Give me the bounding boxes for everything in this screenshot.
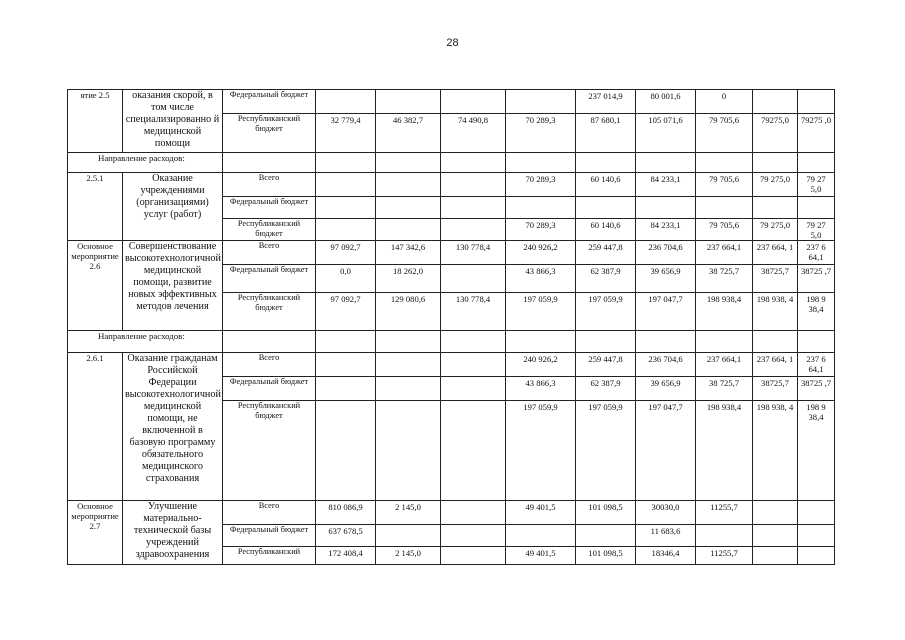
value-cell	[316, 353, 376, 377]
source-label: Федеральный бюджет	[223, 197, 316, 219]
measure-name-cell: Оказание учреждениями (организациями) услуг (работ)	[123, 173, 223, 241]
value-cell	[376, 90, 441, 114]
value-cell: 38725,7	[753, 377, 798, 401]
value-cell: 79 275,0	[753, 219, 798, 241]
value-cell	[576, 197, 636, 219]
value-cell	[316, 197, 376, 219]
value-cell: 197 059,9	[506, 293, 576, 331]
section-row	[68, 331, 835, 353]
table-row	[68, 173, 835, 197]
source-label: Республиканский бюджет	[223, 219, 316, 241]
value-cell: 198 938, 4	[753, 401, 798, 501]
value-cell	[753, 547, 798, 565]
value-cell	[636, 197, 696, 219]
measure-name-cell: Совершенствование высокотехнологичной медицинской помощи, развитие новых эффективных методов лечения	[123, 241, 223, 331]
value-cell: 43 866,3	[506, 377, 576, 401]
value-cell	[506, 197, 576, 219]
table-row	[68, 353, 835, 377]
value-cell: 39 656,9	[636, 377, 696, 401]
value-cell: 97 092,7	[316, 293, 376, 331]
value-cell: 197 047,7	[636, 293, 696, 331]
value-cell: 38 725,7	[696, 377, 753, 401]
value-cell: 129 080,6	[376, 293, 441, 331]
measure-code-cell: Основное мероприятие 2.7	[68, 501, 123, 565]
value-cell	[376, 173, 441, 197]
value-cell: 198 938,4	[696, 401, 753, 501]
value-cell: 30030,0	[636, 501, 696, 525]
measure-code-cell: 2.6.1	[68, 353, 123, 501]
value-cell: 147 342,6	[376, 241, 441, 265]
value-cell: 2 145,0	[376, 501, 441, 525]
value-cell: 240 926,2	[506, 241, 576, 265]
value-cell: 38725 ,7	[798, 377, 835, 401]
value-cell: 79275 ,0	[798, 114, 835, 153]
value-cell: 39 656,9	[636, 265, 696, 293]
value-cell: 62 387,9	[576, 377, 636, 401]
measure-code-cell: ятие 2.5	[68, 90, 123, 153]
value-cell	[376, 401, 441, 501]
source-label: Республиканский	[223, 547, 316, 565]
value-cell	[506, 90, 576, 114]
value-cell: 38725 ,7	[798, 265, 835, 293]
value-cell	[316, 173, 376, 197]
value-cell: 198 9 38,4	[798, 293, 835, 331]
value-cell	[753, 525, 798, 547]
value-cell: 810 086,9	[316, 501, 376, 525]
value-cell: 236 704,6	[636, 241, 696, 265]
source-label: Республиканский бюджет	[223, 114, 316, 153]
value-cell: 237 664, 1	[753, 241, 798, 265]
value-cell	[753, 90, 798, 114]
value-cell	[316, 377, 376, 401]
source-label: Республиканский бюджет	[223, 293, 316, 331]
value-cell: 237 664, 1	[753, 353, 798, 377]
value-cell	[376, 197, 441, 219]
value-cell: 49 401,5	[506, 547, 576, 565]
table-row	[68, 90, 835, 114]
source-label: Федеральный бюджет	[223, 265, 316, 293]
source-label: Всего	[223, 501, 316, 525]
value-cell: 79275,0	[753, 114, 798, 153]
value-cell: 74 490,8	[441, 114, 506, 153]
value-cell	[798, 90, 835, 114]
value-cell: 0	[696, 90, 753, 114]
value-cell: 46 382,7	[376, 114, 441, 153]
value-cell: 237 664,1	[696, 241, 753, 265]
value-cell	[798, 525, 835, 547]
value-cell	[376, 377, 441, 401]
budget-table	[67, 89, 835, 565]
value-cell	[798, 501, 835, 525]
value-cell: 0,0	[316, 265, 376, 293]
value-cell	[441, 265, 506, 293]
section-heading: Направление расходов:	[68, 331, 223, 353]
value-cell	[441, 90, 506, 114]
value-cell: 197 059,9	[506, 401, 576, 501]
value-cell	[441, 219, 506, 241]
value-cell	[798, 547, 835, 565]
source-label: Республиканский бюджет	[223, 401, 316, 501]
value-cell	[441, 547, 506, 565]
value-cell	[376, 353, 441, 377]
value-cell	[753, 501, 798, 525]
value-cell: 38 725,7	[696, 265, 753, 293]
source-label: Всего	[223, 173, 316, 197]
value-cell: 62 387,9	[576, 265, 636, 293]
value-cell	[753, 197, 798, 219]
value-cell: 259 447,8	[576, 241, 636, 265]
source-label: Всего	[223, 353, 316, 377]
value-cell	[576, 525, 636, 547]
value-cell: 70 289,3	[506, 114, 576, 153]
value-cell: 84 233,1	[636, 219, 696, 241]
value-cell: 237 6 64,1	[798, 241, 835, 265]
value-cell	[316, 219, 376, 241]
value-cell	[316, 401, 376, 501]
value-cell: 172 408,4	[316, 547, 376, 565]
value-cell: 130 778,4	[441, 293, 506, 331]
measure-name-cell: Оказание гражданам Российской Федерации высокотехнологичной медицинской помощи, не включенной в базовую программу обязательного медицинского страхования	[123, 353, 223, 501]
section-row	[68, 153, 835, 173]
source-label: Федеральный бюджет	[223, 525, 316, 547]
value-cell	[506, 525, 576, 547]
measure-code-cell: 2.5.1	[68, 173, 123, 241]
source-label: Федеральный бюджет	[223, 90, 316, 114]
value-cell: 130 778,4	[441, 241, 506, 265]
value-cell: 97 092,7	[316, 241, 376, 265]
value-cell: 197 059,9	[576, 401, 636, 501]
value-cell: 18346,4	[636, 547, 696, 565]
value-cell: 101 098,5	[576, 547, 636, 565]
value-cell	[696, 525, 753, 547]
section-heading: Направление расходов:	[68, 153, 223, 173]
value-cell: 18 262,0	[376, 265, 441, 293]
value-cell: 259 447,8	[576, 353, 636, 377]
value-cell: 79 705,6	[696, 219, 753, 241]
value-cell: 105 071,6	[636, 114, 696, 153]
value-cell: 198 9 38,4	[798, 401, 835, 501]
value-cell: 197 059,9	[576, 293, 636, 331]
source-label: Всего	[223, 241, 316, 265]
value-cell: 38725,7	[753, 265, 798, 293]
value-cell: 32 779,4	[316, 114, 376, 153]
value-cell: 237 6 64,1	[798, 353, 835, 377]
value-cell	[798, 197, 835, 219]
value-cell: 79 705,6	[696, 114, 753, 153]
value-cell	[376, 525, 441, 547]
value-cell: 79 27 5,0	[798, 219, 835, 241]
value-cell	[696, 197, 753, 219]
value-cell: 198 938,4	[696, 293, 753, 331]
value-cell: 87 680,1	[576, 114, 636, 153]
value-cell: 197 047,7	[636, 401, 696, 501]
measure-name-cell: оказания скорой, в том числе специализированно й медицинской помощи	[123, 90, 223, 153]
value-cell: 70 289,3	[506, 219, 576, 241]
value-cell: 80 001,6	[636, 90, 696, 114]
source-label: Федеральный бюджет	[223, 377, 316, 401]
value-cell	[441, 377, 506, 401]
value-cell: 60 140,6	[576, 173, 636, 197]
table-row	[68, 501, 835, 525]
value-cell	[441, 197, 506, 219]
value-cell: 60 140,6	[576, 219, 636, 241]
value-cell	[376, 219, 441, 241]
value-cell: 198 938, 4	[753, 293, 798, 331]
value-cell: 101 098,5	[576, 501, 636, 525]
table-row	[68, 241, 835, 265]
value-cell	[441, 501, 506, 525]
value-cell	[441, 525, 506, 547]
value-cell: 11255,7	[696, 547, 753, 565]
value-cell	[441, 353, 506, 377]
value-cell	[441, 173, 506, 197]
measure-code-cell: Основное мероприятие 2.6	[68, 241, 123, 331]
page-number: 28	[446, 37, 459, 49]
value-cell: 11 683,6	[636, 525, 696, 547]
measure-name-cell: Улучшение материально-технической базы учреждений здравоохранения	[123, 501, 223, 565]
value-cell: 237 014,9	[576, 90, 636, 114]
value-cell: 79 27 5,0	[798, 173, 835, 197]
value-cell: 70 289,3	[506, 173, 576, 197]
value-cell	[441, 401, 506, 501]
value-cell: 240 926,2	[506, 353, 576, 377]
value-cell: 11255,7	[696, 501, 753, 525]
value-cell: 49 401,5	[506, 501, 576, 525]
value-cell: 84 233,1	[636, 173, 696, 197]
value-cell: 79 705,6	[696, 173, 753, 197]
value-cell: 2 145,0	[376, 547, 441, 565]
value-cell: 637 678,5	[316, 525, 376, 547]
value-cell: 236 704,6	[636, 353, 696, 377]
value-cell	[316, 90, 376, 114]
value-cell: 237 664,1	[696, 353, 753, 377]
value-cell: 43 866,3	[506, 265, 576, 293]
value-cell: 79 275,0	[753, 173, 798, 197]
